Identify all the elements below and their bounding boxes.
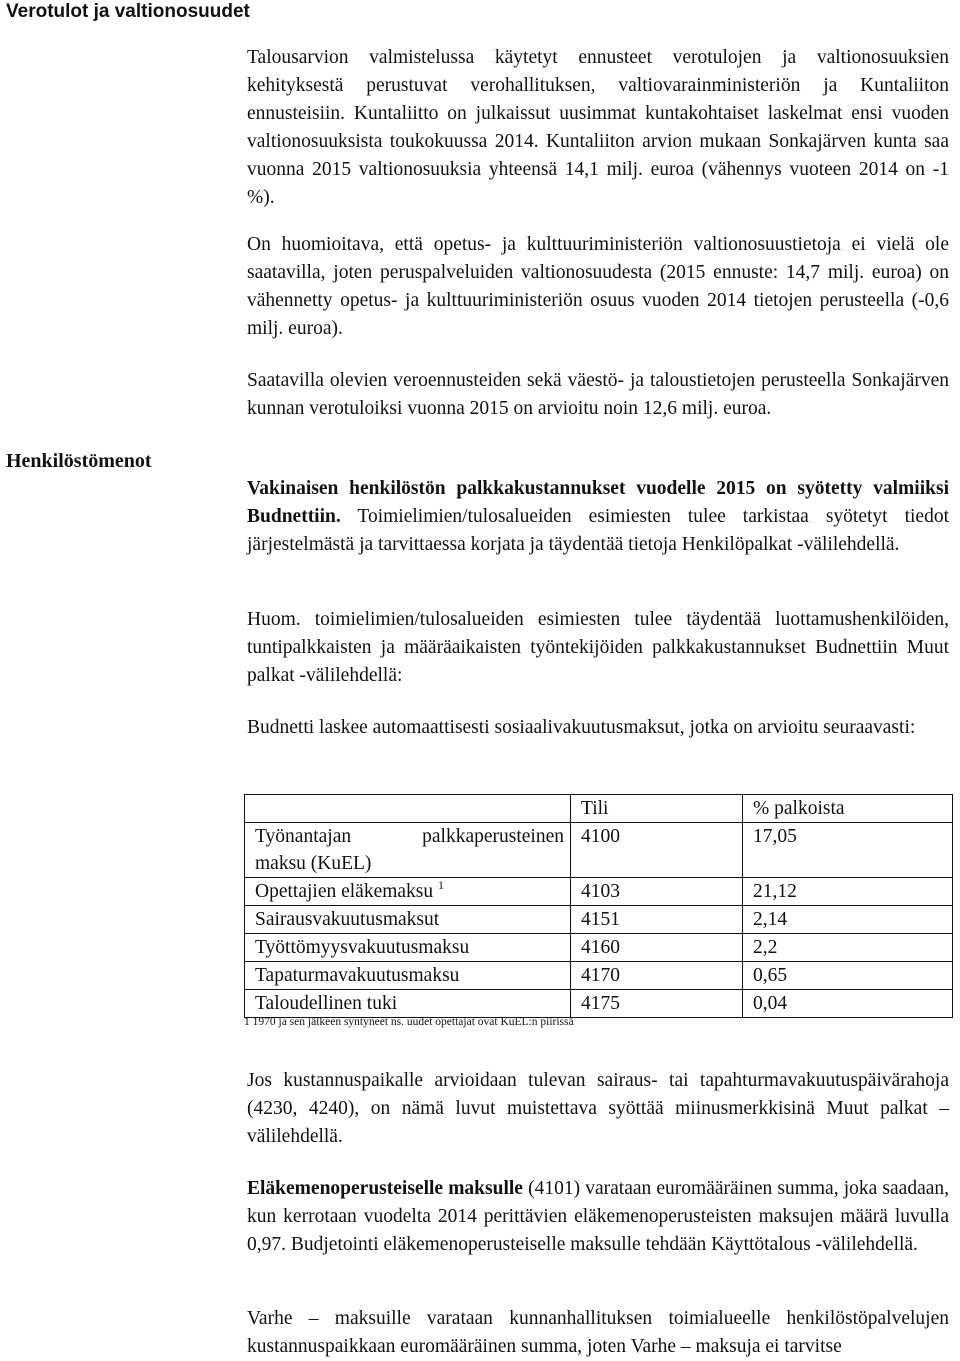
- social-insurance-table: [244, 794, 953, 1018]
- personnel-paragraph-2: Huom. toimielimien/tulosalueiden esimiesten tulee täydentää luottamushenkilöiden, tuntipalkkaisten ja määräaikaisten työntekijöiden palkkakustannukset Budnettiin Muut palkat -välilehdellä:: [247, 609, 949, 686]
- section-heading-personnel: Henkilöstömenot: [6, 450, 152, 472]
- revenue-paragraph-2: On huomioitava, että opetus- ja kulttuuriministeriön valtionosuustietoja ei vielä ole saatavilla, joten peruspalveluiden valtionosuudesta (2015 ennuste: 14,7 milj. euroa) on vähennetty opetus- ja kulttuuriministeriön osuus vuoden 2014 tietojen perusteella (-0,6 milj. euroa).: [247, 234, 949, 339]
- revenue-paragraph-3: Saatavilla olevien veroennusteiden sekä väestö- ja taloustietojen perusteella Sonkajärven kunnan verotuloiksi vuonna 2015 on arvioitu noin 12,6 milj. euroa.: [247, 370, 949, 419]
- personnel-paragraph-5: [247, 1175, 949, 1259]
- personnel-paragraph-3: Budnetti laskee automaattisesti sosiaalivakuutusmaksut, jotka on arvioitu seuraavasti:: [247, 717, 916, 738]
- table-cell-percent: 0,04: [743, 990, 953, 1018]
- personnel-paragraph-1-rest: Toimielimien/tulosalueiden esimiesten tulee tarkistaa syötetyt tiedot järjestelmästä ja tarvittaessa korjata ja täydentää tietoja Henkilöpalkat -välilehdellä.: [247, 506, 949, 555]
- table-header-name: [245, 795, 571, 823]
- table-cell-name: [245, 823, 571, 878]
- table-cell-percent: 17,05: [743, 823, 953, 878]
- table-cell-percent: 21,12: [743, 878, 953, 906]
- table-cell-account: 4170: [571, 962, 743, 990]
- table-header-row: [245, 795, 953, 823]
- table-cell-name-text: Opettajien eläkemaksu: [255, 881, 434, 902]
- section-heading-revenue: Verotulot ja valtionosuudet: [6, 1, 250, 22]
- table-row: [245, 934, 953, 962]
- table-row: [245, 990, 953, 1018]
- revenue-paragraph-1: Talousarvion valmistelussa käytetyt ennusteet verotulojen ja valtionosuuksien kehityksestä perustuvat verohallituksen, valtiovarainministeriön ja Kuntaliiton ennusteisiin. Kuntaliitto on julkaissut uusimmat kuntakohtaiset laskelmat ensi vuoden valtionosuuksista toukokuussa 2014. Kuntaliiton arvion mukaan Sonkajärven kunta saa vuonna 2015 valtionosuuksia yhteensä 14,1 milj. euroa (vähennys vuoteen 2014 on -1 %).: [247, 47, 949, 208]
- personnel-paragraph-5-rest: (4101) varataan euromääräinen summa, joka saadaan, kun kerrotaan vuodelta 2014 perittävien eläkemenoperusteisten maksujen määrä luvulla 0,97. Budjetointi eläkemenoperusteiselle maksulle tehdään Käyttötalous -välilehdellä.: [247, 1178, 949, 1255]
- footnote-marker: 1: [438, 878, 445, 892]
- table-header-account: Tili: [571, 795, 743, 823]
- table-cell-account: 4100: [571, 823, 743, 878]
- table-cell-percent: 2,14: [743, 906, 953, 934]
- table-cell-percent: 0,65: [743, 962, 953, 990]
- table-header-percent: % palkoista: [743, 795, 953, 823]
- table-cell-name-line-1: Työnantajan palkkaperusteinen: [255, 826, 564, 847]
- table-cell-name: Taloudellinen tuki: [245, 990, 571, 1018]
- personnel-paragraph-6: Varhe – maksuille varataan kunnanhallituksen toimialueelle henkilöstöpalvelujen kustannuspaikkaan euromääräinen summa, joten Varhe – maksuja ei tarvitse: [247, 1308, 949, 1357]
- table-cell-account: 4103: [571, 878, 743, 906]
- personnel-paragraph-1-bold: Vakinaisen henkilöstön palkkakustannukset vuodelle 2015 on syötetty valmiiksi Budnettiin.: [247, 478, 949, 527]
- table-cell-account: 4151: [571, 906, 743, 934]
- table-cell-name: Työttömyysvakuutusmaksu: [245, 934, 571, 962]
- table-cell-name: [245, 878, 571, 906]
- personnel-paragraph-5-bold: Eläkemenoperusteiselle maksulle: [247, 1178, 523, 1199]
- table-row: [245, 878, 953, 906]
- table-cell-percent: 2,2: [743, 934, 953, 962]
- table-cell-name: Sairausvakuutusmaksut: [245, 906, 571, 934]
- table-cell-account: 4160: [571, 934, 743, 962]
- table-row: [245, 823, 953, 878]
- table-footnote: 1 1970 ja sen jälkeen syntyneet ns. uudet opettajat ovat KuEL:n piirissä: [244, 1016, 574, 1028]
- table-cell-name: Tapaturmavakuutusmaksu: [245, 962, 571, 990]
- personnel-paragraph-4: Jos kustannuspaikalle arvioidaan tulevan sairaus- tai tapahturmavakuutuspäivärahoja (4230, 4240), on nämä luvut muistettava syöttää miinusmerkkisinä Muut palkat –välilehdellä.: [247, 1070, 949, 1147]
- table-row: [245, 962, 953, 990]
- table-cell-name-line-2: maksu (KuEL): [255, 853, 372, 874]
- personnel-paragraph-1: [247, 475, 949, 559]
- table-cell-account: 4175: [571, 990, 743, 1018]
- table-row: [245, 906, 953, 934]
